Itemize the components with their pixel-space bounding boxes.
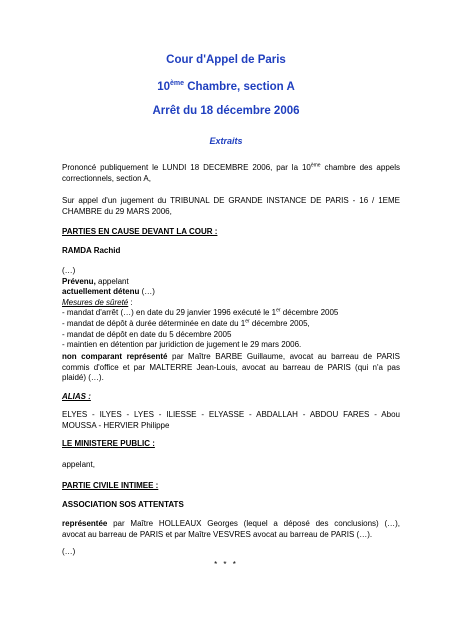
alias-colon: :: [86, 392, 91, 401]
mandat-arret-line: [62, 308, 400, 319]
pronounce-superscript: ème: [310, 162, 321, 169]
mandat-arret-sup: er: [276, 307, 281, 314]
representation-rest: par Maître BARBE Guillaume, avocat au barreau de PARIS: [167, 352, 400, 361]
extraits-label: Extraits: [209, 136, 243, 146]
representation-paragraph: [62, 352, 400, 384]
representation-line-1: [62, 352, 400, 363]
mandat-depot-duree-b: décembre 2005,: [249, 318, 310, 328]
partie-civile-bold: représentée: [62, 519, 108, 528]
prevenu-rest: appelant: [95, 276, 129, 286]
chamber-number: 10: [157, 80, 170, 93]
partie-civile-heading: PARTIE CIVILE INTIMEE :: [62, 481, 159, 490]
representation-line-2: commis d'office et par MALTERRE Jean-Louis, avocat au barreau de PARIS (qui n'a pas: [62, 362, 400, 372]
mandat-depot-duree-a: - mandat de dépôt à durée déterminée en date du 1: [62, 318, 246, 328]
partie-civile-line-1: [62, 519, 400, 530]
pronounce-part-1: Prononcé publiquement le LUNDI 18 DECEMBRE 2006, par la 10: [62, 163, 311, 172]
chamber-title: [0, 80, 452, 93]
defendant-ellipsis: (…): [62, 266, 76, 275]
alias-paragraph: [62, 410, 400, 431]
appeal-line-2: CHAMBRE du 29 MARS 2006,: [62, 206, 172, 216]
mandat-arret-a: - mandat d'arrêt (…) en date du 29 janvier 1996 exécuté le 1: [62, 308, 277, 318]
alias-line-1: ELYES - ILYES - LYES - ILIESSE - ELYASSE - ABDALLAH - ABDOU FARES - Abou: [62, 410, 400, 419]
detenu-line: [62, 287, 400, 298]
alias-heading: [62, 392, 400, 403]
partie-civile-rest: par Maître HOLLEAUX Georges (lequel a déposé des conclusions) (…),: [107, 519, 400, 528]
chamber-superscript: ème: [170, 80, 185, 87]
detenu-label: actuellement détenu: [62, 287, 140, 297]
alias-line-2: MOUSSA - HERVIER Philippe: [62, 420, 170, 430]
prevenu-line: [62, 277, 400, 288]
ministere-heading: LE MINISTERE PUBLIC :: [62, 439, 155, 448]
partie-civile-name: ASSOCIATION SOS ATTENTATS: [62, 500, 184, 509]
parties-heading: PARTIES EN CAUSE DEVANT LA COUR :: [62, 227, 218, 236]
arret-title: Arrêt du 18 décembre 2006: [152, 105, 300, 117]
mandat-depot-duree-line: [62, 319, 400, 330]
pronounce-part-2: chambre des appels: [320, 163, 400, 172]
mesures-rest: :: [128, 297, 133, 307]
appeal-paragraph: [62, 196, 400, 217]
partie-civile-paragraph: [62, 519, 400, 540]
detenu-rest: (…): [139, 287, 155, 297]
appeal-line-1: Sur appel d'un jugement du TRIBUNAL DE GRANDE INSTANCE DE PARIS - 16 / 1EME: [62, 196, 400, 205]
partie-civile-line-2: avocat au barreau de PARIS et par Maître VESVRES avocat au barreau de PARIS (…).: [62, 529, 373, 539]
mesures-label: Mesures de sûreté: [62, 297, 129, 307]
mandat-depot-line: - mandat de dépôt en date du 5 décembre 2005: [62, 329, 232, 339]
representation-bold: non comparant représenté: [62, 352, 168, 361]
pronounce-paragraph: [62, 163, 400, 184]
ministere-text: appelant,: [62, 460, 95, 469]
court-title: Cour d'Appel de Paris: [166, 54, 286, 66]
maintien-line: - maintien en détention par juridiction de jugement le 29 mars 2006.: [62, 340, 302, 350]
mandat-depot-duree-sup: er: [245, 318, 250, 325]
partie-civile-ellipsis: (…): [62, 547, 76, 556]
pronounce-line-1: [62, 163, 400, 174]
pronounce-line-2: correctionnels, section A,: [62, 173, 151, 183]
chamber-rest: Chambre, section A: [184, 80, 295, 93]
defendant-name: RAMDA Rachid: [62, 246, 121, 255]
footer-stars: * * *: [214, 560, 238, 569]
mandat-arret-b: décembre 2005: [280, 308, 339, 318]
prevenu-label: Prévenu,: [62, 276, 96, 286]
mesures-line: [62, 298, 400, 309]
representation-line-3: plaidé) (…).: [62, 373, 104, 383]
alias-label: ALIAS: [62, 392, 86, 401]
defendant-block: [62, 266, 400, 351]
